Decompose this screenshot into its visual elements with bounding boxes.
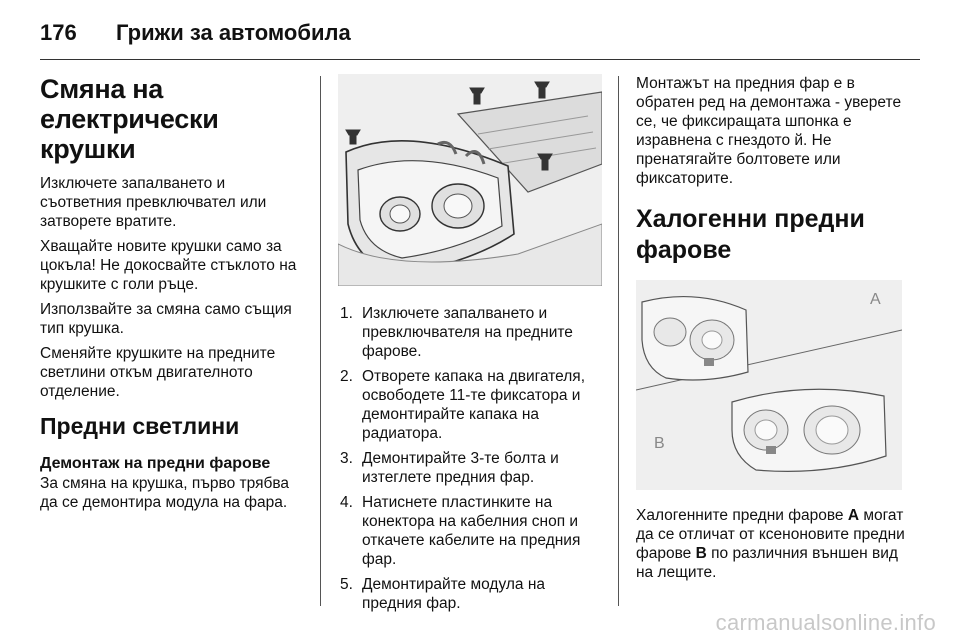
header-divider — [40, 59, 920, 60]
paragraph-engine-bay: Сменяйте крушките на предните светлини откъм двигателното отделение. — [40, 345, 276, 400]
caption-halogen: Халогенните предни фарове A могат да се отличат от ксеноновите предни фарове B по различния външен вид на лещите. — [636, 507, 905, 581]
list-item: 2. Отворете капака на двигателя, освободете 11-те фиксатора и демонтирайте капака на радиатора. — [340, 368, 586, 442]
column-middle — [338, 74, 604, 619]
paragraph-hold-bulbs: Хващайте новите крушки само за цокъла! Не докосвайте стъклото на крушките с голи ръце. — [40, 238, 297, 293]
halogen-vs-xenon-illustration — [636, 280, 902, 490]
column-divider — [320, 76, 321, 606]
list-item: 5. Демонтирайте модула на предния фар. — [340, 576, 546, 612]
removal-steps-list — [338, 304, 604, 613]
paragraph-ignition-off: Изключете запалването и съответния превключвател или затворете вратите. — [40, 175, 267, 230]
label-a: A — [870, 291, 881, 308]
heading-headlights: Предни светлини — [40, 413, 240, 439]
paragraph-reinstall: Монтажът на предния фар е в обратен ред на демонтажа - уверете се, че фиксиращата шпонка е изравнена с гнездото й. Не пренатягайте болтовете или фиксаторите. — [636, 75, 902, 187]
page-number: 176 — [40, 20, 77, 45]
heading-headlight-removal: Демонтаж на предни фарове — [40, 455, 271, 472]
paragraph-same-type: Използвайте за смяна само същия тип крушка. — [40, 301, 292, 337]
heading-bulb-replacement: Смяна на електрически крушки — [40, 74, 219, 164]
headlight-comparison-drawing — [636, 280, 902, 490]
list-item: 1. Изключете запалването и превключвателя на предните фарове. — [340, 305, 573, 360]
engine-bay-drawing — [338, 74, 602, 286]
column-left — [40, 74, 306, 518]
column-right — [636, 74, 906, 588]
column-divider — [618, 76, 619, 606]
list-item: 3. Демонтирайте 3-те болта и изтеглете предния фар. — [340, 450, 559, 486]
list-item: 4. Натиснете пластинките на конектора на кабелния сноп и откачете кабелите на предния фар. — [340, 494, 581, 568]
headlight-removal-illustration — [338, 74, 602, 286]
page-title: Грижи за автомобила — [116, 20, 351, 45]
paragraph-remove-module: За смяна на крушка, първо трябва да се демонтира модула на фара. — [40, 475, 290, 511]
label-b: B — [654, 435, 665, 452]
page-header — [40, 16, 920, 60]
heading-halogen-headlights: Халогенни предни фарове — [636, 205, 865, 264]
watermark: carmanualsonline.info — [715, 610, 936, 635]
